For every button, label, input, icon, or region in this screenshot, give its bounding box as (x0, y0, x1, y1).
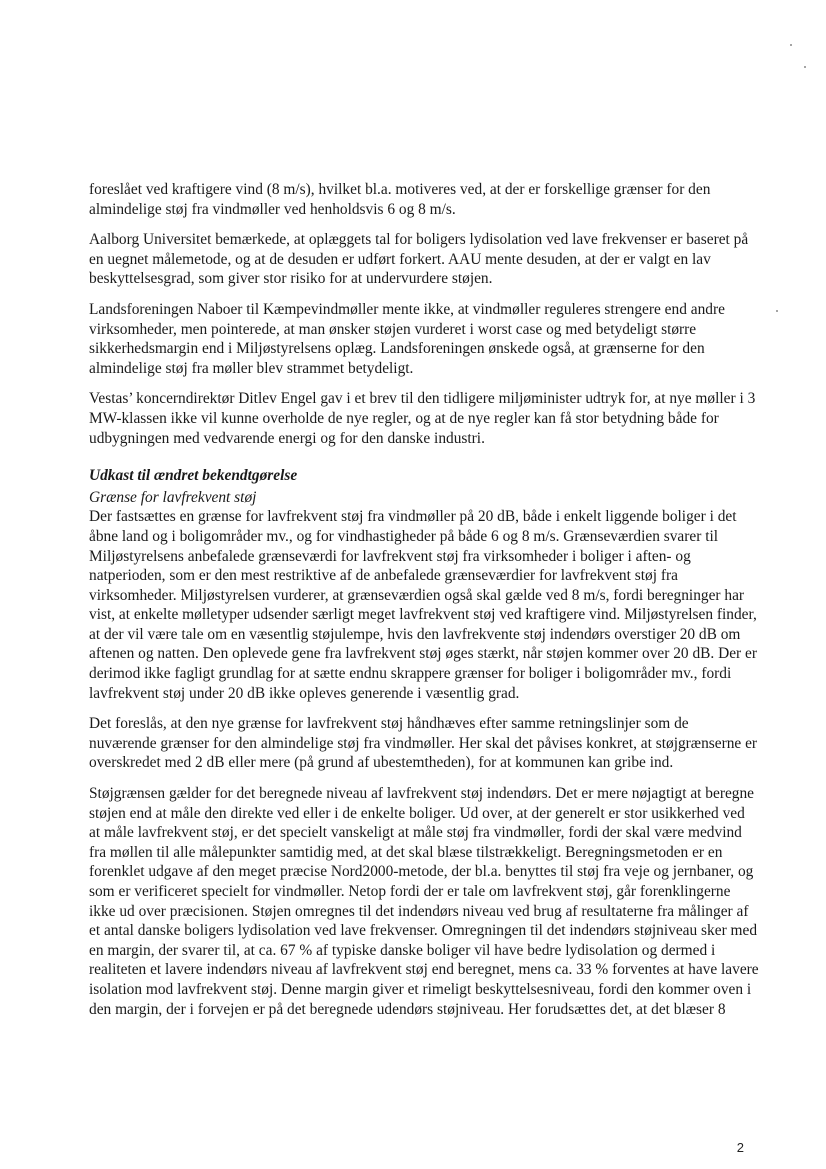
document-page (89, 180, 759, 1030)
page-number: 2 (736, 1140, 744, 1155)
paragraph-wind-speed: foreslået ved kraftigere vind (8 m/s), hvilket bl.a. motiveres ved, at der er forskellige grænser for den almindelige støj fra vindmøller ved henholdsvis 6 og 8 m/s. (89, 181, 711, 218)
paragraph-calculation-method: Støjgrænsen gælder for det beregnede niveau af lavfrekvent støj indendørs. Det er mere nøjagtigt at beregne støjen end at måle den direkte ved eller i de enkelte boliger. Ud over, at der generelt er stor usikkerhed ved at måle lavfrekvent støj, er det specielt vanskeligt at måle støj fra vindmøller, fordi der skal være medvind fra møllen til alle målepunkter samtidig med, at det skal blæse tilstrækkeligt. Beregningsmetoden er en forenklet udgave af den meget præcise Nord2000-metode, der bl.a. benyttes til støj fra veje og jernbaner, og som er verificeret specielt for vindmøller. Netop fordi der er tale om lavfrekvent støj, går forenklingerne ikke ud over præcisionen. Støjen omregnes til det indendørs niveau ved brug af resultaterne fra målinger af et antal danske boligers lydisolation ved lave frekvenser. Omregningen til det indendørs støjniveau sker med en margin, der svarer til, at ca. 67 % af typiske danske boliger vil have bedre lydisolation og dermed i realiteten et lavere indendørs niveau af lavfrekvent støj end beregnet, mens ca. 33 % forventes at have lavere isolation mod lavfrekvent støj. Denne margin giver et rimeligt beskyttelsesniveau, fordi den kommer oven i den margin, der i forvejen er på det beregnede udendørs støjniveau. Her forudsættes det, at det blæser 8 (89, 785, 759, 1018)
paragraph-aalborg-university: Aalborg Universitet bemærkede, at oplæggets tal for boligers lydisolation ved lave frekvenser er baseret på en uegnet målemetode, og at de desuden er udført forkert. AAU mente desuden, at der er valgt en lav beskyttelsesgrad, som giver stor risiko for at undervurdere støjen. (89, 231, 749, 288)
sub-heading: Grænse for lavfrekvent støj (89, 488, 257, 506)
paragraph-vestas: Vestas’ koncerndirektør Ditlev Engel gav i et brev til den tidligere miljøminister udtryk for, at nye møller i 3 MW-klassen ikke vil kunne overholde de nye regler, og at de nye regler kan få stor betydning både for udbygningen med vedvarende energi og for den danske industri. (89, 390, 756, 447)
scan-speck (804, 66, 806, 68)
scan-speck (776, 310, 778, 312)
section-heading: Udkast til ændret bekendtgørelse (89, 467, 298, 485)
paragraph-limit-definition: Der fastsættes en grænse for lavfrekvent støj fra vindmøller på 20 dB, både i enkelt liggende boliger i det åbne land og i boligområder mv., og for vindhastigheder på både 6 og 8 m/s. Grænseværdien svarer til Miljøstyrelsens anbefalede grænseværdi for lavfrekvent støj fra virksomheder i boliger i aften- og natperioden, som er den mest restriktive af de anbefalede grænseværdier for lavfrekvent støj fra virksomheder. Miljøstyrelsen vurderer, at grænseværdien også skal gælde ved 8 m/s, fordi beregninger har vist, at enkelte mølletyper udsender særligt meget lavfrekvent støj ved kraftigere vind. Miljøstyrelsen finder, at der vil være tale om en væsentlig støjulempe, hvis den lavfrekvente støj indendørs overstiger 20 dB om aftenen og natten. Den oplevede gene fra lavfrekvent støj øges stærkt, når støjen kommer over 20 dB. Der er derimod ikke fagligt grundlag for at sætte endnu skrappere grænser for boliger i boligområder mv., fordi lavfrekvent støj under 20 dB ikke opleves generende i væsentlig grad. (89, 508, 757, 702)
paragraph-landsforeningen: Landsforeningen Naboer til Kæmpevindmøller mente ikke, at vindmøller reguleres strengere end andre virksomheder, men pointerede, at man ønsker støjen vurderet i worst case og med betydeligt større sikkerhedsmargin end i Miljøstyrelsens oplæg. Landsforeningen ønskede også, at grænserne for den almindelige støj fra møller blev strammet betydeligt. (89, 300, 725, 377)
paragraph-enforcement: Det foreslås, at den nye grænse for lavfrekvent støj håndhæves efter samme retningslinjer som de nuværende grænser for den almindelige støj fra vindmøller. Her skal det påvises konkret, at støjgrænserne er overskredet med 2 dB eller mere (på grund af ubestemtheden), for at kommunen kan gribe ind. (89, 715, 758, 772)
scan-speck (790, 44, 792, 46)
